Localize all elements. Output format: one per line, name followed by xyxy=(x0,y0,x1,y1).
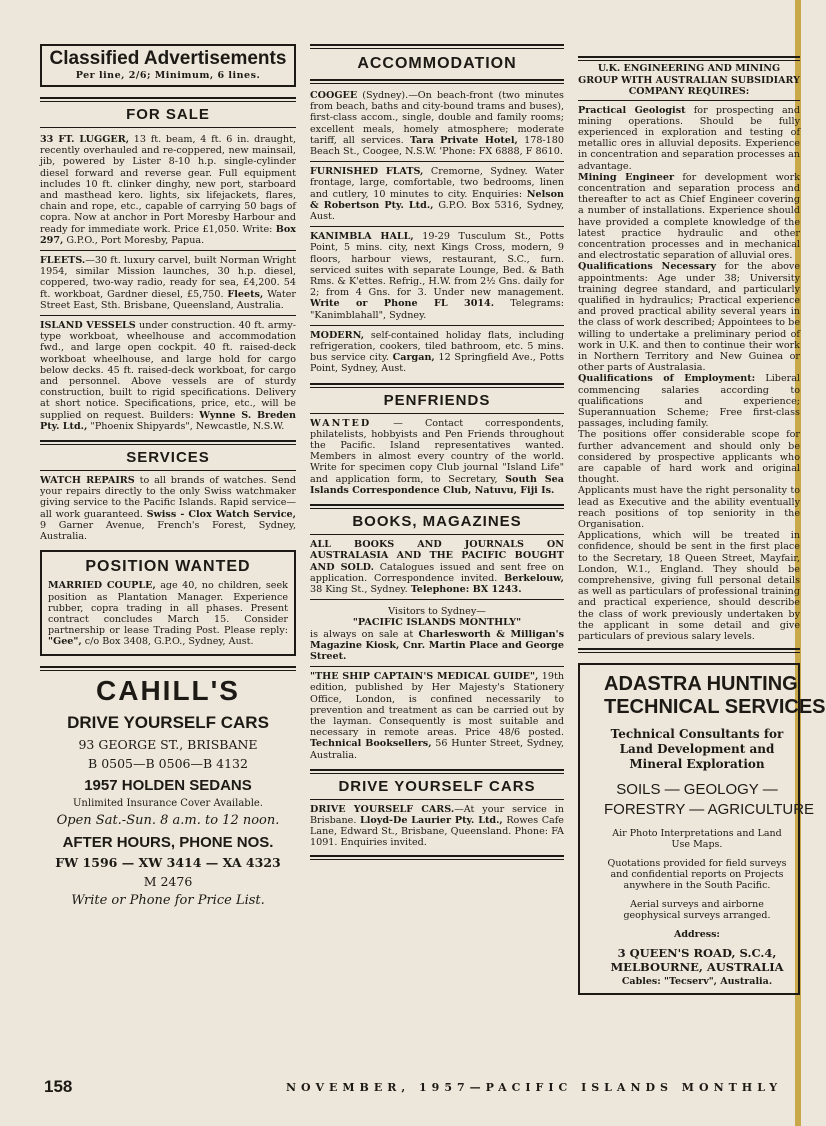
ad-modern-flats: MODERN, self-contained holiday flats, including refrigeration, cookers, tiled bathroom, etc. 5 mins. bus service city. Cargan, 12 Springfield Ave., Potts Point, Sydney, Aust. xyxy=(310,329,565,375)
pim-title: "PACIFIC ISLANDS MONTHLY" xyxy=(352,617,522,629)
uk-eng-heading: U.K. ENGINEERING AND MINING GROUP WITH AUSTRALIAN SUBSIDIARY COMPANY REQUIRES: xyxy=(578,63,800,97)
ad-all-books: ALL BOOKS AND JOURNALS ON AUSTRALASIA AND THE PACIFIC BOUGHT AND SOLD. Catalogues issued and sent free on application. Correspondence invited. Berkelouw, 38 King St., Sydney. Telephone: BX 1243. xyxy=(310,539,564,595)
uk-eng-para: Applications, which will be treated in confidence, should be sent in the first place to the Secretary, 18 Queen Street, Mayfair, London, W.1., England. They should be comprehensive, giving full personal details as well as particulars of professional training and practical experience, should describe the class of work previously undertaken by the applicant in some detail and give particulars of previous salary levels. xyxy=(578,530,800,643)
ad-watch-repairs: WATCH REPAIRS to all brands of watches. Send your repairs directly to the only Swiss watchmaker giving service to the Pacific Islands. Rapid service—all work guaranteed. Swiss - Clox Watch Service, 9 Garner Avenue, French's Forest, Sydney, Australia. xyxy=(40,475,296,543)
ad-coogee: COOGEE (Sydney).—On beach-front (two minutes from beach, baths and city-bound trams and buses), first-class accom., single, double and family rooms; excellent meals, homely atmosphere; moderate tariff, all services. Tara Private Hotel, 178-180 Beach St., Coogee, N.S.W. 'Phone: FX 6888, F 8610. xyxy=(310,90,564,158)
adastra-title-2: TECHNICAL SERVICES xyxy=(604,696,826,719)
divider xyxy=(40,666,296,671)
ad-pim-kiosk: is always on sale at Charlesworth & Milligan's Magazine Kiosk, Cnr. Martin Place and George Street. xyxy=(310,628,564,662)
page-footer xyxy=(0,1077,801,1107)
adastra-address-label: Address: xyxy=(674,929,720,941)
column-right xyxy=(578,56,826,1044)
column-middle xyxy=(310,44,564,1044)
divider xyxy=(310,855,564,860)
position-wanted-box xyxy=(40,550,296,655)
cahills-hours: Open Sat.-Sun. 8 a.m. to 12 noon. xyxy=(56,812,280,828)
adastra-air-photo: Air Photo Interpretations and Land Use Maps. xyxy=(612,828,782,851)
column-left xyxy=(40,44,296,1044)
ad-medical-guide: "THE SHIP CAPTAIN'S MEDICAL GUIDE", 19th edition, published by Her Majesty's Stationery Office, London, is confined necessarily to prevention and treatment as can be carried out by the layman. Consequently is most suitable and necessary in remote areas. Price 48/6 posted. Technical Booksellers, 56 Hunter Street, Sydney, Australia. xyxy=(310,671,565,761)
adastra-fields: SOILS — GEOLOGY — FORESTRY — AGRICULTURE xyxy=(604,781,815,819)
adastra-address-1: 3 QUEEN'S ROAD, S.C.4, xyxy=(617,946,777,961)
footer-issue-line: NOVEMBER, 1957—PACIFIC ISLANDS MONTHLY xyxy=(286,1081,783,1094)
page-number: 158 xyxy=(44,1077,73,1096)
uk-eng-para: The positions offer considerable scope for further advancement and should only be considered by prospective applicants who are capable of hard work and original thought. xyxy=(578,429,800,486)
ad-married-couple: MARRIED COUPLE, age 40, no children, seek position as Plantation Manager. Experience rubber, copra trading in all phases. Present contract concludes March 15. Consider partnership or lease Trading Post. Please reply: "Gee", c/o Box 3408, G.P.O., Sydney, Aust. xyxy=(48,580,288,648)
cahills-sedans: 1957 HOLDEN SEDANS xyxy=(84,776,252,794)
cahills-ad xyxy=(40,675,296,908)
classified-header xyxy=(40,44,296,87)
books-heading: BOOKS, MAGAZINES xyxy=(352,513,522,531)
cahills-after-phones: FW 1596 — XW 3414 — XA 4323 xyxy=(55,854,281,870)
position-wanted-heading: POSITION WANTED xyxy=(85,558,251,576)
ad-kanimbla-hall: KANIMBLA HALL, 19-29 Tusculum St., Potts Point, 5 mins. city, next Kings Cross, modern, 9 floors, harbour views, restaurant, S.C., furn. serviced suites with separate Lounge, Bed. & Bath Rms. & K'ettes. Refrig., H.W. from 2½ Gns. daily for 2; from 4 Gns. for 3. Under new management. Write or Phone FL 3014. Telegrams: "Kanimblahall", Sydney. xyxy=(310,231,565,321)
adastra-consultants: Technical Consultants for Land Development and Mineral Exploration xyxy=(610,727,784,772)
adastra-address-2: MELBOURNE, AUSTRALIA xyxy=(610,960,784,975)
adastra-cables: Cables: "Tecserv", Australia. xyxy=(621,976,773,988)
services-heading: SERVICES xyxy=(126,449,210,467)
uk-eng-para: Qualifications of Employment: Liberal commencing salaries according to qualifications and experience; Superannuation Scheme; Free first-class passages, including family. xyxy=(578,373,800,430)
uk-eng-para: Applicants must have the right personality to lead as Executive and the ability eventually reach positions of top seniority in the Organisation. xyxy=(578,485,800,531)
visitors-line: Visitors to Sydney— xyxy=(388,606,486,618)
ad-island-vessels: ISLAND VESSELS under construction. 40 ft. army-type workboat, wheelhouse and accommodation fwd., and large open cockpit. 40 ft. raised-deck workboat wheelhouse, and large hold for cargo below decks. 45 ft. raised-deck workboat, for cargo and personnel. Above vessels are of sturdy construction, built to rigid specifications. Delivery at short notice. Specifications, price, etc., will be supplied on request. Builders: Wynne S. Breden Pty. Ltd., "Phoenix Shipyards", Newcastle, N.S.W. xyxy=(40,320,296,432)
classified-title: Classified Advertisements xyxy=(49,48,287,69)
uk-eng-para: Practical Geologist for prospecting and mining operations. Should be fully experienced in exploration and testing of metallic ores in alluvial deposits. Experience in concentration and separation processes an advantage. xyxy=(578,104,801,172)
uk-eng-body xyxy=(578,105,800,643)
ad-lugger: 33 FT. LUGGER, 13 ft. beam, 4 ft. 6 in. draught, recently overhauled and re-coppered, new mainsail, jib, powered by Lister 8-10 h.p. single-cylinder diesel forward and reverse gear. Full equipment includes 10 ft. clinker dinghy, new port, starboard and masthead kero. lights, six lifejackets, flares, chain and rope, etc., capable of carrying 50 bags of copra. Now at anchor in Port Moresby Harbour and ready for immediate work. Price £1,050. Write: Box 297, G.P.O., Port Moresby, Papua. xyxy=(40,134,297,246)
accommodation-heading: ACCOMMODATION xyxy=(357,55,517,72)
cahills-after-hours: AFTER HOURS, PHONE NOS. xyxy=(62,833,274,851)
ad-fleets: FLEETS.—30 ft. luxury carvel, built Norman Wright 1954, similar Mission launches, 30 h.p. diesel, coppered, two-way radio, ready for sea, £4,200. 54 ft. workboat, Gardner diesel, £5,750. Fleets, Water Street East, Sth. Brisbane, Queensland, Australia. xyxy=(40,255,296,311)
cahills-insurance: Unlimited Insurance Cover Available. xyxy=(73,797,263,809)
drive-yourself-heading: DRIVE YOURSELF CARS xyxy=(338,777,536,795)
classified-rates: Per line, 2/6; Minimum, 6 lines. xyxy=(75,70,261,81)
uk-eng-para: Mining Engineer for development work concentration and separation process and thereafter to act as Chief Engineer covering a number of installations. Experience should have provided a complete knowledge of the latest practice hydraulic and other concentration processes and in mechanical and electrostatic separation of alluvial ores. xyxy=(578,171,800,262)
cahills-last-phone: M 2476 xyxy=(143,873,193,889)
adastra-title-1: ADASTRA HUNTING xyxy=(604,673,798,696)
cahills-phones: B 0505—B 0506—B 4132 xyxy=(88,755,248,771)
ad-penfriends: WANTED — Contact correspondents, philatelists, hobbyists and Pen Friends throughout the Pacific. Island representatives wanted. Members in almost every country of the world. Write for specimen copy Club journal "Island Life" and application form, to Secretary, South Sea Islands Correspondence Club, Natuvu, Fiji Is. xyxy=(310,417,564,496)
uk-eng-para: Qualifications Necessary for the above appointments: Age under 38; University training degree standard, and particularly qualified in hydraulics; Practical experience and proved practical ability several years in the class of work described; Appointees to be willing to undertake a preliminary period of work in U.K. and then to continue their work in Northern Territory and New Guinea or other parts of Australasia. xyxy=(578,261,801,374)
cahills-address: 93 GEORGE ST., BRISBANE xyxy=(78,736,258,752)
penfriends-heading: PENFRIENDS xyxy=(383,391,491,409)
ad-drive-yourself: DRIVE YOURSELF CARS.—At your service in Brisbane. Lloyd-De Laurier Pty. Ltd., Rowes Cafe Lane, Edward St., Brisbane, Queensland. Phone: FA 1091. Enquiries invited. xyxy=(310,803,564,849)
adastra-quotations: Quotations provided for field surveys and confidential reports on Projects anywhere in the South Pacific. xyxy=(607,858,787,892)
ad-furnished-flats: FURNISHED FLATS, Cremorne, Sydney. Water frontage, large, comfortable, two bedrooms, linen and cutlery, 10 minutes to city. Enquiries: Nelson & Robertson Pty. Ltd., G.P.O. Box 5316, Sydney, Aust. xyxy=(310,166,564,223)
adastra-aerial: Aerial surveys and airborne geophysical surveys arranged. xyxy=(623,899,771,922)
for-sale-heading: FOR SALE xyxy=(126,106,210,123)
adastra-ad xyxy=(578,663,826,995)
cahills-subtitle: DRIVE YOURSELF CARS xyxy=(67,712,269,732)
divider xyxy=(578,56,800,61)
cahills-cta: Write or Phone for Price List. xyxy=(71,892,265,908)
cahills-title: CAHILL'S xyxy=(96,674,240,706)
